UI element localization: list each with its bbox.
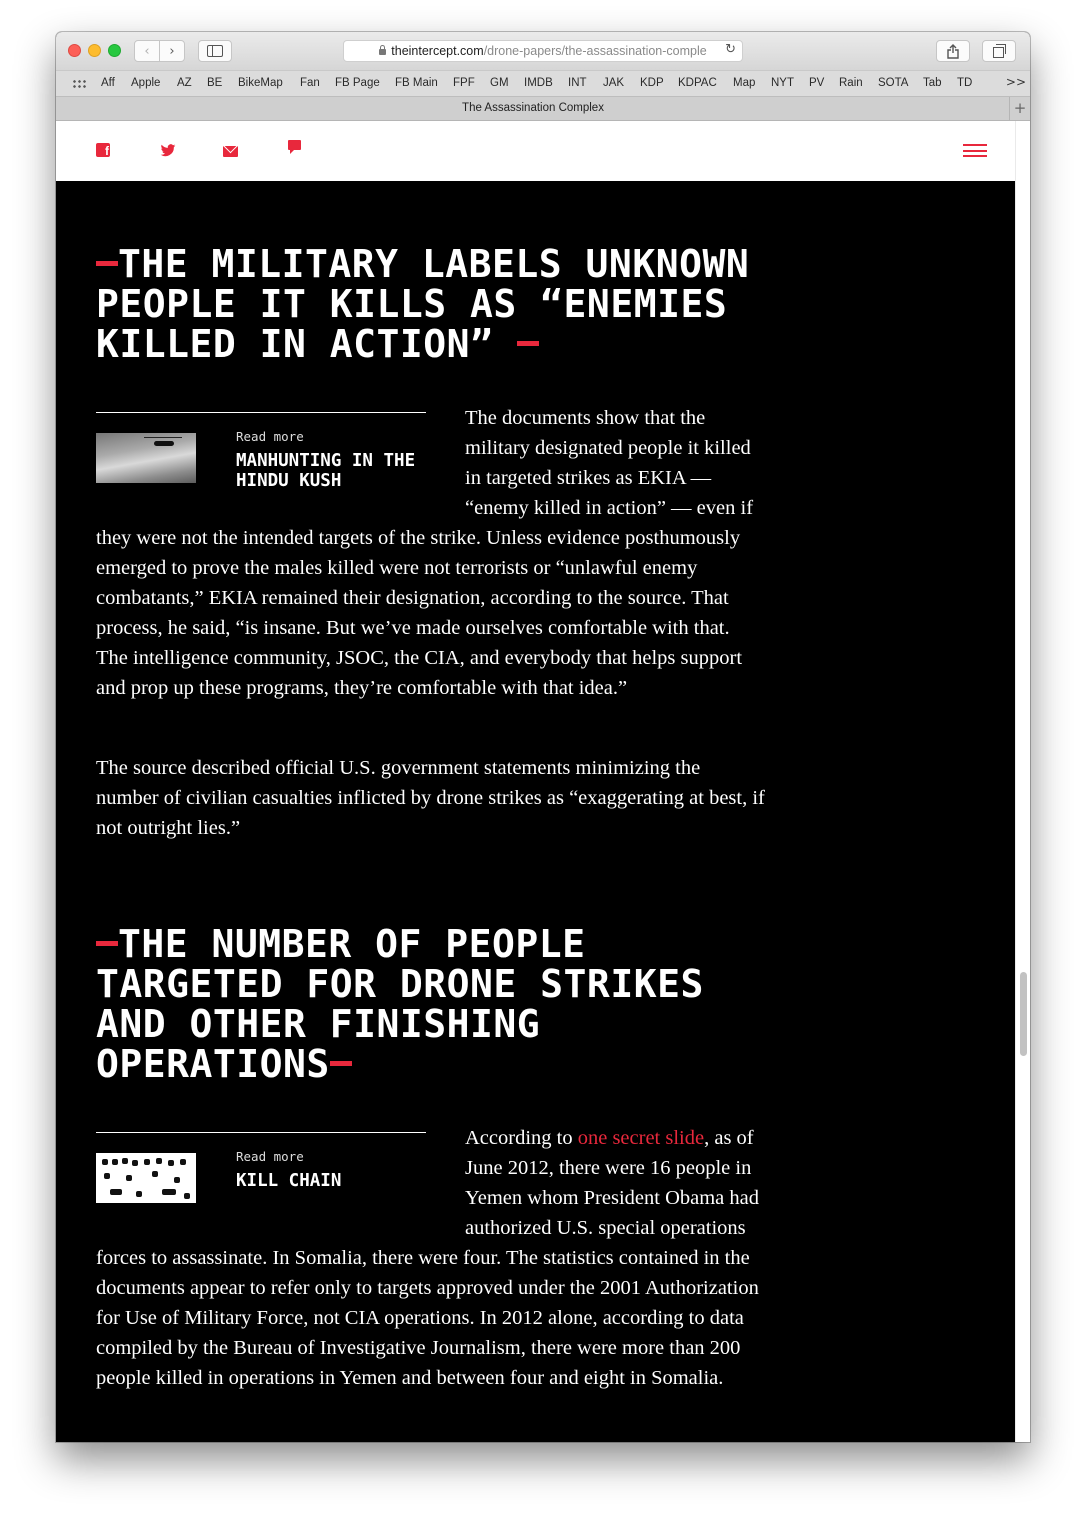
bookmark-item[interactable]: SOTA [878, 77, 909, 89]
paragraph-text: , as of June 2012, there were 16 people in Yemen whom President Obama had authorized U.S. special operations [465, 1127, 759, 1239]
paragraph-column [465, 403, 765, 523]
paragraph-text: forces to assassinate. In Somalia, there were four. The statistics contained in the documents appear to refer only to targets approved under the 2001 Authorization for Use of Military Force, not CIA operations. In 2012 alone, according to data compiled by the Bureau of Investigative Journalism, there were more than 200 people killed in operations in Yemen and between four and eight in Somalia. [96, 1247, 759, 1389]
mail-icon[interactable] [223, 146, 238, 157]
read-more-title[interactable]: KILL CHAIN [236, 1171, 342, 1191]
heading-dash [96, 261, 118, 266]
sidebar-icon [207, 45, 223, 57]
secret-slide-link[interactable]: one secret slide [577, 1127, 705, 1149]
read-more-title[interactable]: MANHUNTING IN THE HINDU KUSH [236, 451, 416, 491]
paragraph-text: The documents show that the military designated people it killed in targeted strikes as EKIA — “enemy killed in action” — even if [465, 407, 754, 519]
paragraph-intro: According to [465, 1127, 578, 1149]
grid-icon[interactable] [72, 79, 86, 89]
share-button[interactable] [936, 40, 970, 62]
plus-icon: + [1013, 99, 1027, 117]
bookmark-item[interactable]: Rain [839, 77, 863, 89]
helicopter-image [154, 441, 174, 446]
paragraph-text: they were not the intended targets of the strike. Unless evidence posthumously emerged to prove the males killed were not terrorists or “unlawful enemy combatants,” EKIA remained their designation, according to the source. That process, he said, “is insane. But we’ve made ourselves comfortable with that. The intelligence community, JSOC, the CIA, and everybody that helps support and prop up these programs, they’re comfortable with that idea.” [96, 527, 743, 699]
heading-dash [330, 1061, 352, 1066]
bookmark-item[interactable]: BikeMap [238, 77, 283, 89]
site-header [56, 121, 1015, 181]
menu-icon[interactable] [963, 144, 987, 157]
browser-window [56, 32, 1030, 1442]
lock-icon [379, 49, 386, 55]
bookmark-item[interactable]: INT [568, 77, 587, 89]
zoom-window-button[interactable] [108, 44, 121, 57]
bookmark-item[interactable]: JAK [603, 77, 625, 89]
read-more-card[interactable] [96, 1132, 426, 1223]
bookmarks-bar [56, 70, 1030, 96]
bookmark-item[interactable]: TD [957, 77, 973, 89]
active-tab[interactable]: The Assassination Complex [462, 102, 604, 114]
bookmark-item[interactable]: FB Page [335, 77, 380, 89]
section-heading-text: THE MILITARY LABELS UNKNOWN PEOPLE IT KILLS AS “ENEMIES KILLED IN ACTION” [96, 242, 750, 366]
paragraph-column [465, 1123, 765, 1243]
url-path: /drone-papers/the-assassination-comple [483, 44, 707, 58]
scrollbar-thumb[interactable] [1020, 972, 1027, 1056]
comment-icon[interactable] [288, 140, 301, 150]
bookmark-item[interactable]: GM [490, 77, 509, 89]
paragraph: The source described official U.S. government statements minimizing the number of civilian casualties inflicted by drone strikes as “exaggerating at best, if not outright lies.” [96, 757, 765, 839]
bookmark-item[interactable]: FB Main [395, 77, 438, 89]
reload-icon[interactable]: ↻ [725, 42, 736, 57]
bookmark-item[interactable]: KDPAC [678, 77, 717, 89]
url-domain: theintercept.com [391, 44, 484, 58]
read-more-label: Read more [236, 429, 304, 444]
bookmark-item[interactable]: BE [207, 77, 223, 89]
scrollbar[interactable] [1015, 121, 1030, 1442]
bookmark-item[interactable]: Tab [923, 77, 942, 89]
tabs-icon [993, 47, 1004, 58]
title-bar [56, 32, 1030, 70]
read-more-thumbnail[interactable] [96, 1153, 196, 1203]
bookmark-item[interactable]: Map [733, 77, 756, 89]
paragraph [96, 523, 766, 703]
forward-button[interactable] [159, 40, 185, 62]
sidebar-toggle-button[interactable] [198, 40, 232, 62]
show-tabs-button[interactable] [982, 40, 1016, 62]
article-body [56, 181, 1015, 1442]
minimize-window-button[interactable] [88, 44, 101, 57]
heading-dash [517, 341, 539, 346]
section-heading-text: THE NUMBER OF PEOPLE TARGETED FOR DRONE STRIKES AND OTHER FINISHING OPERATIONS [96, 922, 704, 1086]
read-more-thumbnail[interactable] [96, 433, 196, 483]
bookmark-item[interactable]: IMDB [524, 77, 553, 89]
section-heading [96, 244, 756, 364]
bookmark-item[interactable]: FPF [453, 77, 475, 89]
share-icon [947, 44, 959, 59]
heading-dash [96, 941, 118, 946]
paragraph [96, 1243, 766, 1393]
bookmark-item[interactable]: Fan [300, 77, 320, 89]
tab-strip [56, 96, 1030, 121]
bookmarks-overflow-button[interactable]: >> [1005, 75, 1026, 89]
back-button[interactable] [134, 40, 160, 62]
bookmark-item[interactable]: Aff [101, 77, 115, 89]
new-tab-button[interactable] [1009, 97, 1030, 120]
close-window-button[interactable] [68, 44, 81, 57]
bookmark-item[interactable]: NYT [771, 77, 794, 89]
bookmark-item[interactable]: KDP [640, 77, 664, 89]
chevron-right-icon: › [169, 43, 175, 59]
read-more-label: Read more [236, 1149, 304, 1164]
bookmark-item[interactable]: PV [809, 77, 825, 89]
section-heading [96, 924, 756, 1084]
read-more-card[interactable] [96, 412, 426, 503]
bookmark-item[interactable]: Apple [131, 77, 161, 89]
facebook-icon[interactable]: f [96, 143, 110, 157]
bookmark-item[interactable]: AZ [177, 77, 192, 89]
twitter-icon[interactable] [160, 142, 176, 158]
chevron-left-icon: ‹ [144, 43, 150, 59]
address-bar[interactable] [343, 40, 743, 62]
